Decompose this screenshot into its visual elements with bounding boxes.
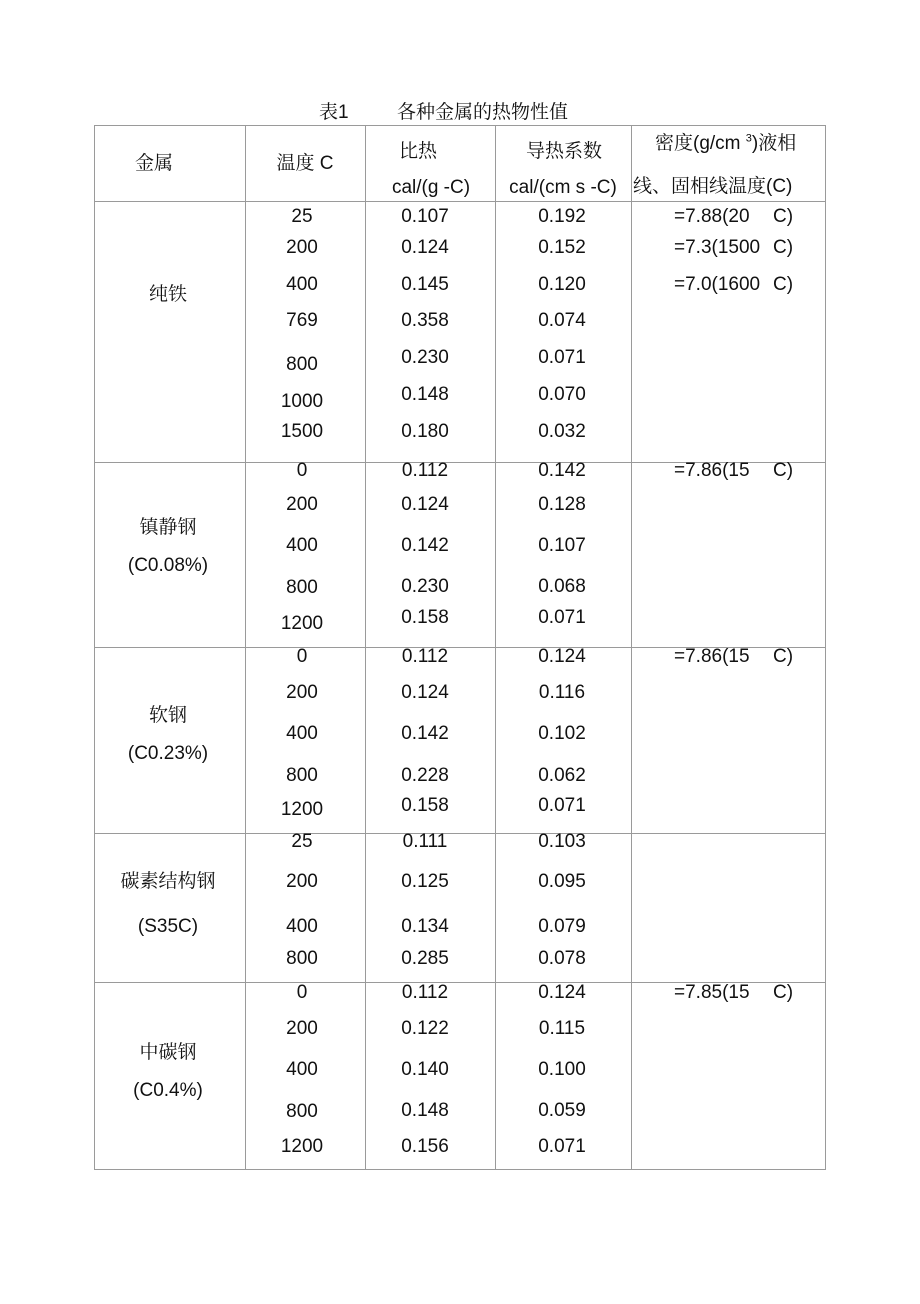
- temperature-cell: 200: [286, 682, 318, 703]
- density-value: =7.3(1500: [674, 237, 761, 258]
- temperature-cell: 200: [286, 237, 318, 258]
- table-rule: [94, 1169, 826, 1170]
- density-unit: C): [773, 982, 794, 1003]
- metal-name: 碳素结构钢: [120, 871, 216, 892]
- conductivity-cell: 0.032: [538, 421, 586, 442]
- conductivity-cell: 0.071: [538, 1136, 586, 1157]
- temperature-cell: 1200: [280, 613, 324, 634]
- specific-heat-cell: 0.180: [401, 421, 449, 442]
- specific-heat-cell: 0.142: [401, 723, 449, 744]
- conductivity-cell: 0.192: [538, 206, 586, 227]
- table-rule: [94, 201, 826, 202]
- specific-heat-cell: 0.134: [401, 916, 449, 937]
- temperature-cell: 800: [286, 765, 318, 786]
- temperature-cell: 0: [296, 646, 308, 667]
- temperature-cell: 400: [286, 1059, 318, 1080]
- temperature-cell: 800: [286, 1101, 318, 1122]
- header-specific-heat-unit: cal/(g -C): [391, 177, 471, 198]
- table-rule: [94, 833, 826, 834]
- temperature-cell: 1200: [280, 799, 324, 820]
- specific-heat-cell: 0.148: [401, 1100, 449, 1121]
- metal-name: 中碳钢: [139, 1042, 197, 1063]
- specific-heat-cell: 0.158: [401, 795, 449, 816]
- caption-title: 各种金属的热物性值: [397, 102, 569, 123]
- specific-heat-cell: 0.124: [401, 237, 449, 258]
- specific-heat-cell: 0.124: [401, 682, 449, 703]
- conductivity-cell: 0.074: [538, 310, 586, 331]
- density-value: =7.86(15: [674, 646, 750, 667]
- temperature-cell: 400: [286, 535, 318, 556]
- density-unit: C): [773, 206, 794, 227]
- header-temperature: 温度 C: [276, 153, 334, 174]
- density-value: =7.85(15: [674, 982, 750, 1003]
- density-unit: C): [773, 274, 794, 295]
- specific-heat-cell: 0.285: [401, 948, 449, 969]
- metal-carbon-content: (C0.23%): [127, 743, 209, 764]
- density-value: =7.0(1600: [674, 274, 761, 295]
- table-rule: [245, 125, 246, 1170]
- specific-heat-cell: 0.112: [401, 460, 449, 481]
- header-specific-heat: 比热: [398, 141, 438, 162]
- specific-heat-cell: 0.112: [401, 982, 449, 1003]
- specific-heat-cell: 0.112: [401, 646, 449, 667]
- specific-heat-cell: 0.124: [401, 494, 449, 515]
- table-rule: [94, 125, 826, 126]
- table-rule: [365, 125, 366, 1170]
- conductivity-cell: 0.103: [538, 831, 586, 852]
- conductivity-cell: 0.142: [538, 460, 586, 481]
- metal-carbon-content: (S35C): [137, 916, 199, 937]
- caption-number: 表1: [319, 102, 349, 123]
- header-metal: 金属: [134, 153, 174, 174]
- conductivity-cell: 0.095: [538, 871, 586, 892]
- specific-heat-cell: 0.228: [401, 765, 449, 786]
- temperature-cell: 25: [291, 206, 313, 227]
- table-rule: [825, 125, 826, 1170]
- metal-name: 纯铁: [148, 284, 188, 305]
- conductivity-cell: 0.100: [538, 1059, 586, 1080]
- temperature-cell: 0: [296, 982, 308, 1003]
- header-conductivity: 导热系数: [525, 141, 603, 162]
- header-density: [655, 133, 796, 155]
- metal-name: 镇静钢: [139, 517, 197, 538]
- specific-heat-cell: 0.358: [401, 310, 449, 331]
- temperature-cell: 400: [286, 723, 318, 744]
- specific-heat-cell: 0.156: [401, 1136, 449, 1157]
- specific-heat-cell: 0.125: [401, 871, 449, 892]
- density-value: =7.88(20: [674, 206, 750, 227]
- temperature-cell: 800: [286, 354, 318, 375]
- temperature-cell: 769: [286, 310, 318, 331]
- temperature-cell: 25: [291, 831, 313, 852]
- metal-name: 软钢: [148, 705, 188, 726]
- conductivity-cell: 0.152: [538, 237, 586, 258]
- specific-heat-cell: 0.140: [401, 1059, 449, 1080]
- temperature-cell: 0: [296, 460, 308, 481]
- conductivity-cell: 0.070: [538, 384, 586, 405]
- specific-heat-cell: 0.142: [401, 535, 449, 556]
- temperature-cell: 200: [286, 1018, 318, 1039]
- conductivity-cell: 0.124: [538, 982, 586, 1003]
- conductivity-cell: 0.128: [538, 494, 586, 515]
- conductivity-cell: 0.071: [538, 607, 586, 628]
- specific-heat-cell: 0.148: [401, 384, 449, 405]
- temperature-cell: 400: [286, 274, 318, 295]
- specific-heat-cell: 0.230: [401, 576, 449, 597]
- metal-carbon-content: (C0.4%): [133, 1080, 203, 1101]
- header-conductivity-unit: cal/(cm s -C): [509, 177, 617, 198]
- temperature-cell: 1000: [280, 391, 324, 412]
- temperature-cell: 200: [286, 494, 318, 515]
- conductivity-cell: 0.115: [538, 1018, 586, 1039]
- table-rule: [631, 125, 632, 1170]
- header-density-line2: 线、固相线温度(C): [633, 176, 793, 197]
- temperature-cell: 200: [286, 871, 318, 892]
- conductivity-cell: 0.078: [538, 948, 586, 969]
- specific-heat-cell: 0.122: [401, 1018, 449, 1039]
- specific-heat-cell: 0.145: [401, 274, 449, 295]
- specific-heat-cell: 0.230: [401, 347, 449, 368]
- table-rule: [94, 125, 95, 1170]
- density-value: =7.86(15: [674, 460, 750, 481]
- conductivity-cell: 0.102: [538, 723, 586, 744]
- conductivity-cell: 0.116: [538, 682, 586, 703]
- temperature-cell: 1500: [280, 421, 324, 442]
- conductivity-cell: 0.124: [538, 646, 586, 667]
- specific-heat-cell: 0.158: [401, 607, 449, 628]
- conductivity-cell: 0.059: [538, 1100, 586, 1121]
- density-unit: C): [773, 646, 794, 667]
- conductivity-cell: 0.079: [538, 916, 586, 937]
- conductivity-cell: 0.071: [538, 347, 586, 368]
- temperature-cell: 400: [286, 916, 318, 937]
- header-density-part2: )液相: [751, 133, 797, 154]
- conductivity-cell: 0.062: [538, 765, 586, 786]
- metal-carbon-content: (C0.08%): [127, 555, 209, 576]
- header-density-superscript: 3: [745, 132, 752, 145]
- thermal-properties-table: [94, 125, 826, 1170]
- header-density-part1: 密度(g/cm: [655, 133, 746, 154]
- density-unit: C): [773, 237, 794, 258]
- temperature-cell: 800: [286, 577, 318, 598]
- table-rule: [495, 125, 496, 1170]
- density-unit: C): [773, 460, 794, 481]
- conductivity-cell: 0.120: [538, 274, 586, 295]
- temperature-cell: 1200: [280, 1136, 324, 1157]
- conductivity-cell: 0.071: [538, 795, 586, 816]
- specific-heat-cell: 0.107: [401, 206, 449, 227]
- specific-heat-cell: 0.111: [402, 831, 448, 852]
- temperature-cell: 800: [286, 948, 318, 969]
- conductivity-cell: 0.068: [538, 576, 586, 597]
- conductivity-cell: 0.107: [538, 535, 586, 556]
